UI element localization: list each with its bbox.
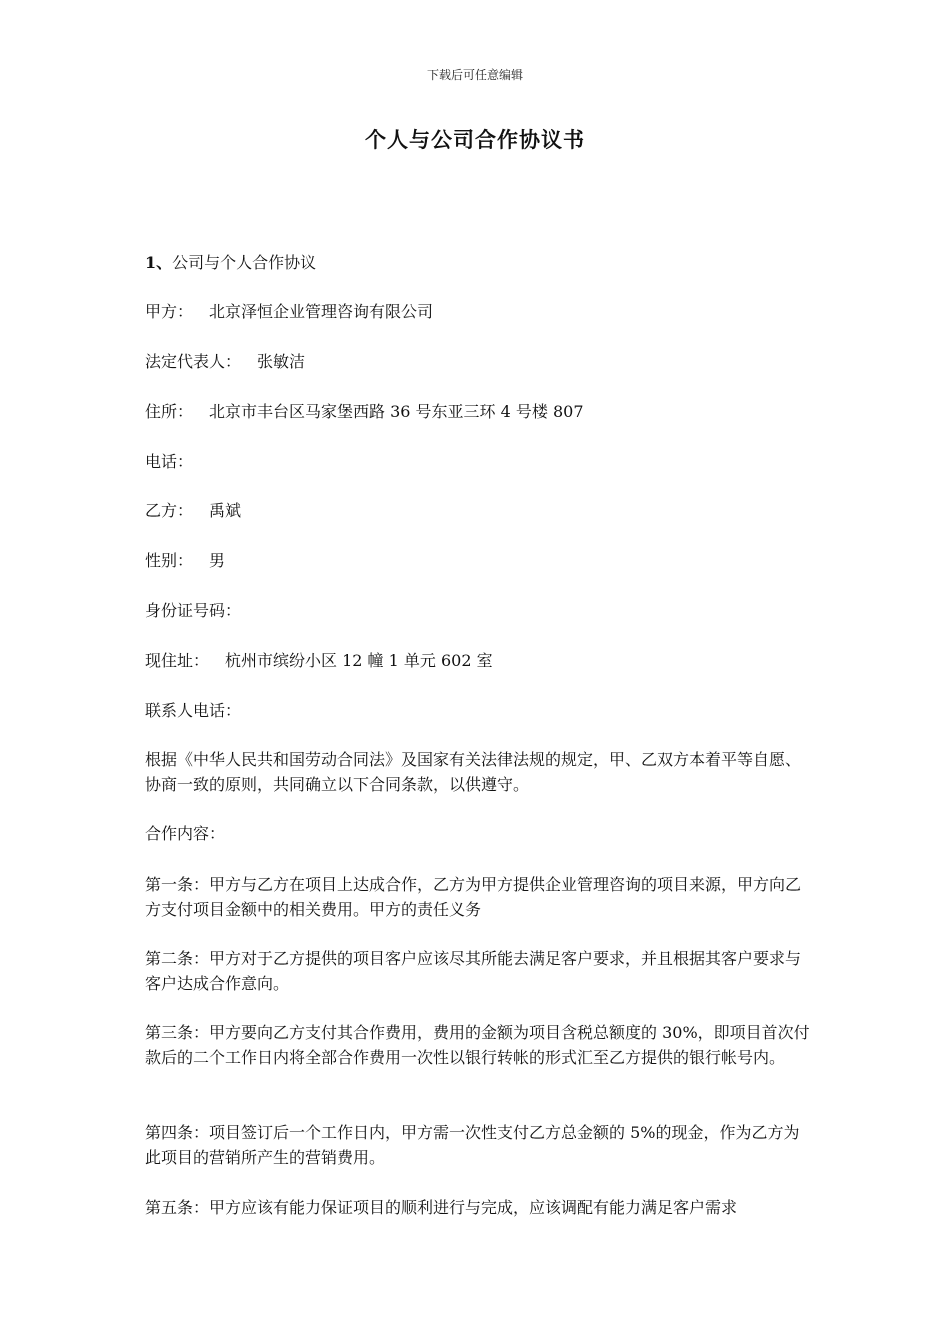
content-label: 合作内容： xyxy=(145,824,226,843)
party-a-value: 北京泽恒企业管理咨询有限公司 xyxy=(209,302,434,321)
party-b-label: 乙方： xyxy=(145,501,194,520)
section-heading xyxy=(145,250,810,275)
party-b-line xyxy=(145,498,810,523)
residence-value: 杭州市缤纷小区 12 幢 1 单元 602 室 xyxy=(225,651,493,670)
clause-2: 第二条：甲方对于乙方提供的项目客户应该尽其所能去满足客户要求，并且根据其客户要求与客户达成合作意向。 xyxy=(145,949,802,993)
residence-line xyxy=(145,648,810,673)
contact-phone-label: 联系人电话： xyxy=(145,701,242,720)
header-note: 下载后可任意编辑 xyxy=(426,68,523,82)
legal-rep-line xyxy=(145,349,810,374)
gender-label: 性别： xyxy=(145,551,194,570)
party-a-label: 甲方： xyxy=(145,302,194,321)
phone-line xyxy=(145,449,810,474)
address-label: 住所： xyxy=(145,402,194,421)
document-title: 个人与公司合作协议书 xyxy=(365,127,585,152)
clause-1: 第一条：甲方与乙方在项目上达成合作，乙方为甲方提供企业管理咨询的项目来源，甲方向乙方支付项目金额中的相关费用。甲方的责任义务 xyxy=(145,875,802,919)
contact-phone-line xyxy=(145,698,810,723)
section-number: 1、 xyxy=(145,253,173,272)
legal-rep-label: 法定代表人： xyxy=(145,352,242,371)
clause-4: 第四条：项目签订后一个工作日内，甲方需一次性支付乙方总金额的 5%的现金，作为乙方为此项目的营销所产生的营销费用。 xyxy=(145,1123,800,1167)
id-number-line xyxy=(145,598,810,623)
legal-rep-value: 张敏洁 xyxy=(257,352,306,371)
party-b-value: 禹斌 xyxy=(209,501,242,520)
clause-3: 第三条：甲方要向乙方支付其合作费用，费用的金额为项目含税总额度的 30%，即项目首次付款后的二个工作日内将全部合作费用一次性以银行转帐的形式汇至乙方提供的银行帐号内。 xyxy=(145,1023,810,1067)
phone-label: 电话： xyxy=(145,452,194,471)
gender-value: 男 xyxy=(209,551,226,570)
clause-5: 第五条：甲方应该有能力保证项目的顺利进行与完成，应该调配有能力满足客户需求 xyxy=(145,1198,738,1217)
gender-line xyxy=(145,548,810,573)
address-value: 北京市丰台区马家堡西路 36 号东亚三环 4 号楼 807 xyxy=(209,402,584,421)
party-a-line xyxy=(145,299,810,324)
section-heading-text: 公司与个人合作协议 xyxy=(172,253,317,272)
residence-label: 现住址： xyxy=(145,651,210,670)
address-line xyxy=(145,399,810,424)
id-number-label: 身份证号码： xyxy=(145,601,242,620)
basis-paragraph: 根据《中华人民共和国劳动合同法》及国家有关法律法规的规定，甲、乙双方本着平等自愿、协商一致的原则，共同确立以下合同条款，以供遵守。 xyxy=(145,750,802,794)
